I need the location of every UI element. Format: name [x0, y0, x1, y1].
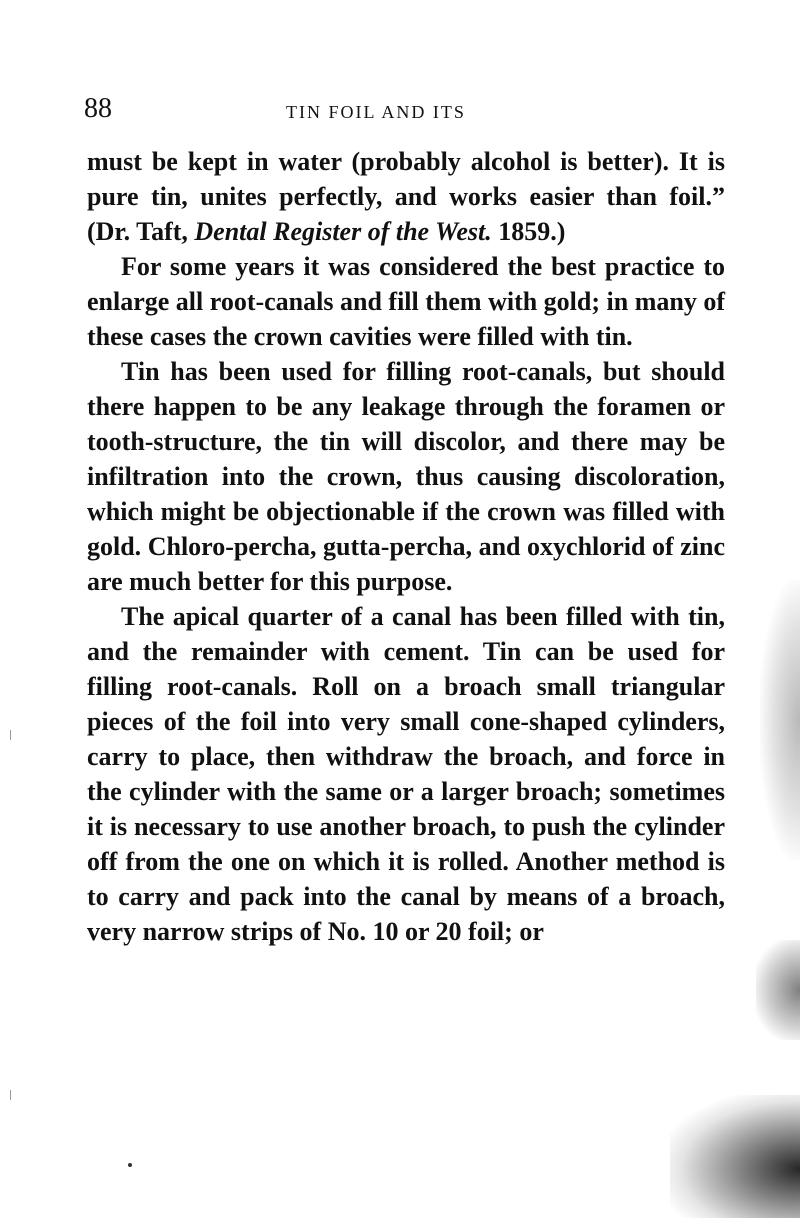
paragraph-1-text: must be kept in water (probably alcohol is better). It is pure tin, unites perfectly, and works easier than foil.” (Dr. Taft,: [87, 147, 725, 246]
running-title: TIN FOIL AND ITS: [286, 102, 466, 122]
scan-mark: [10, 1090, 11, 1100]
scan-corner-shadow: [670, 1095, 800, 1218]
page-number: 88: [84, 93, 112, 124]
journal-title: Dental Register of the West.: [194, 217, 492, 246]
body-text: [87, 144, 725, 949]
paragraph-2: For some years it was considered the best practice to enlarge all root-canals and fill them with gold; in many of these cases the crown cavities were filled with tin.: [87, 252, 725, 351]
scan-mark: [10, 730, 11, 740]
paragraph-1: [87, 144, 725, 249]
scan-edge-shadow: [760, 580, 800, 860]
paragraph-4: The apical quarter of a canal has been filled with tin, and the remainder with cement. Tin can be used for filling root-canals. Roll on a broach small triangular pieces of the foil into very small cone-shaped cylinders, carry to place, then withdraw the broach, and force in the cylinder with the same or a larger broach; sometimes it is necessary to use another broach, to push the cylinder off from the one on which it is rolled. Another method is to carry and pack into the canal by means of a broach, very narrow strips of No. 10 or 20 foil; or: [87, 602, 725, 946]
paragraph-1-citation-end: 1859.): [491, 217, 566, 246]
scan-speck: [128, 1163, 132, 1167]
scan-edge-shadow: [756, 940, 800, 1040]
paragraph-3: Tin has been used for filling root-canals, but should there happen to be any leakage through the foramen or tooth-structure, the tin will discolor, and there may be infiltration into the crown, thus causing discoloration, which might be objectionable if the crown was filled with gold. Chloro-percha, gutta-percha, and oxychlorid of zinc are much better for this purpose.: [87, 357, 725, 596]
running-head: [84, 93, 720, 127]
